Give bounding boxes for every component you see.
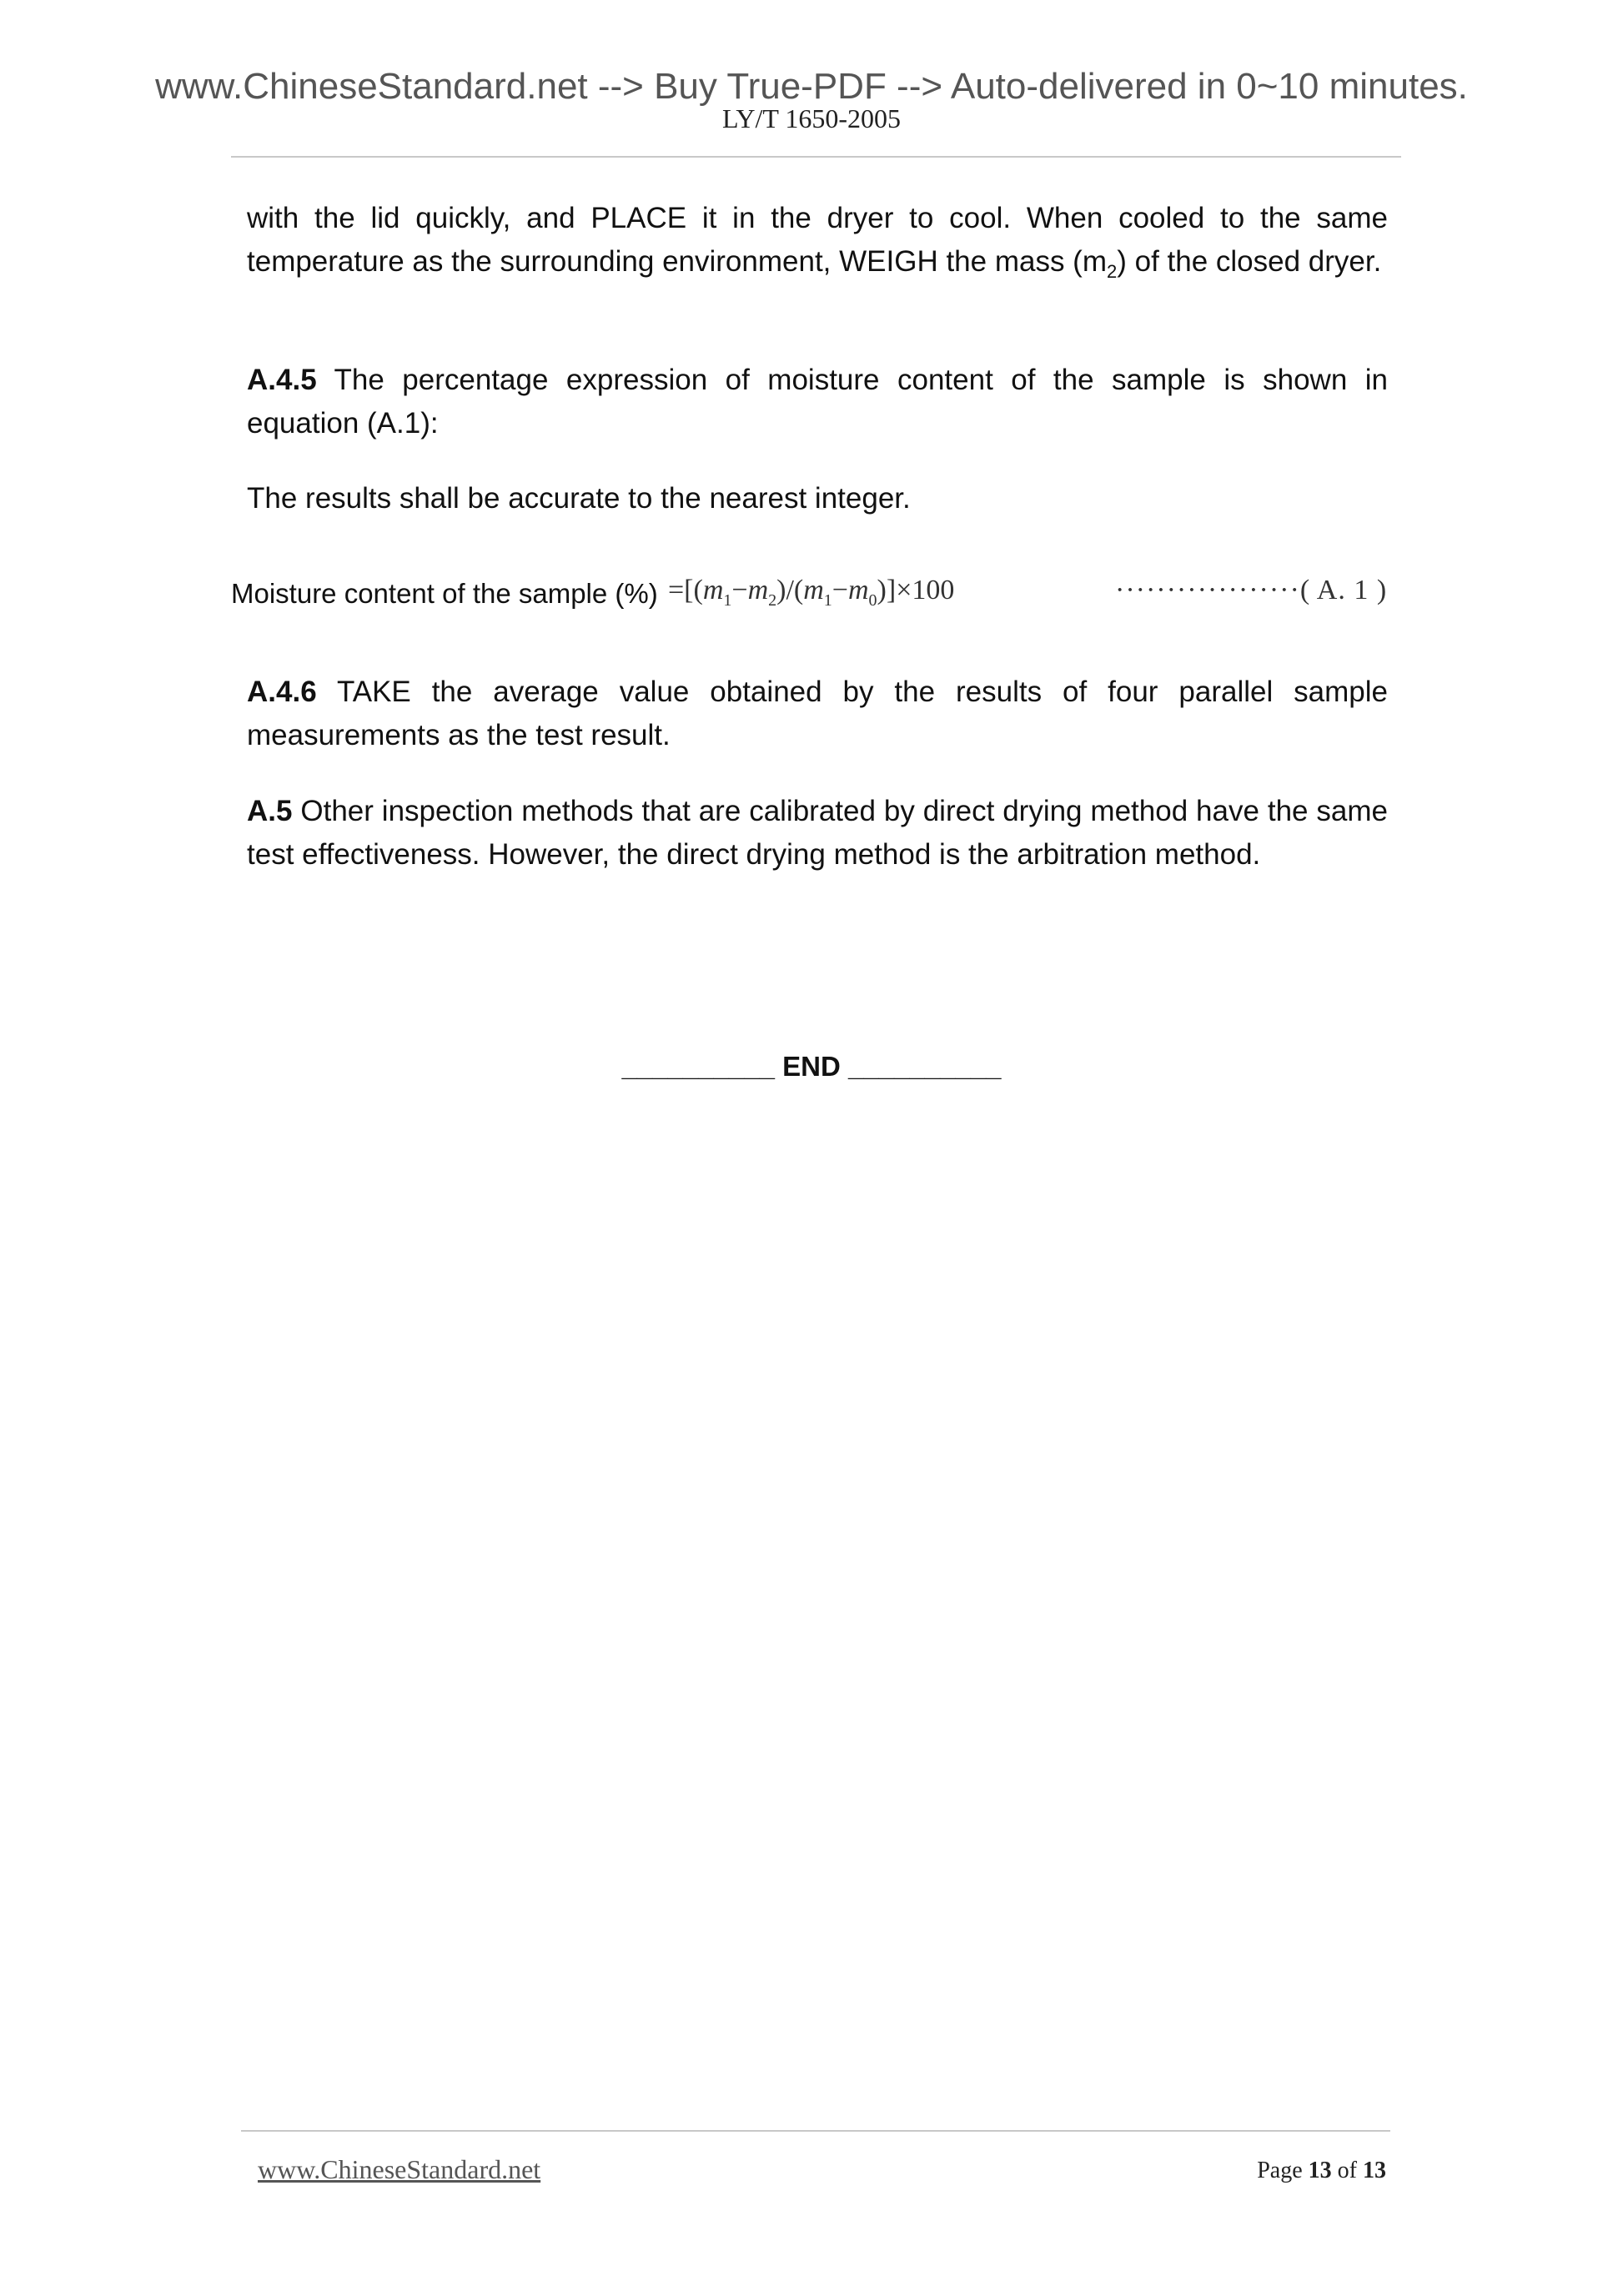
end-marker: __________ END __________ xyxy=(621,1051,1002,1082)
continuation-text-end: ) of the closed dryer. xyxy=(1117,245,1382,278)
mass-subscript: 2 xyxy=(1106,261,1118,282)
page-number: Page 13 of 13 xyxy=(1257,2158,1386,2183)
equation-label: Moisture content of the sample (%) xyxy=(231,578,658,609)
clause-a5-label: A.5 xyxy=(247,795,293,827)
equation-number: ··················( A. 1 ) xyxy=(1115,575,1388,605)
continuation-text-start: with the lid quickly, and PLACE it in the dryer to cool. When cooled to the same temperature as the surrounding environment, WEIGH the mass (m xyxy=(247,202,1388,278)
equation-a1 xyxy=(231,571,1399,618)
page-current: 13 xyxy=(1308,2158,1332,2183)
page-total: 13 xyxy=(1363,2158,1386,2183)
clause-a5 xyxy=(247,790,1388,877)
clause-a46-text: TAKE the average value obtained by the results of four parallel sample measurements as the test result. xyxy=(247,676,1388,751)
clause-a45 xyxy=(247,359,1388,445)
clause-a45-text: The percentage expression of moisture content of the sample is shown in equation (A.1): xyxy=(247,364,1388,440)
footer-site-link[interactable]: www.ChineseStandard.net xyxy=(258,2154,541,2184)
standard-code: LY/T 1650-2005 xyxy=(722,103,901,133)
clause-a46-label: A.4.6 xyxy=(247,676,317,708)
clause-a45-label: A.4.5 xyxy=(247,364,317,396)
footer-divider xyxy=(241,2130,1390,2132)
clause-a46 xyxy=(247,671,1388,757)
clause-a5-text: Other inspection methods that are calibrated by direct drying method have the same test effectiveness. However, the direct drying method is the arbitration method. xyxy=(247,795,1388,871)
header-divider xyxy=(231,156,1401,158)
accuracy-note: The results shall be accurate to the nearest integer. xyxy=(247,482,911,515)
equation-formula: $=[(m_1-m_2)/(m_1-m_0)]\times 100$ xyxy=(668,575,955,610)
site-banner: www.ChineseStandard.net --> Buy True-PDF --> Auto-delivered in 0~10 minutes. xyxy=(155,66,1468,107)
continuation-paragraph xyxy=(247,197,1388,294)
